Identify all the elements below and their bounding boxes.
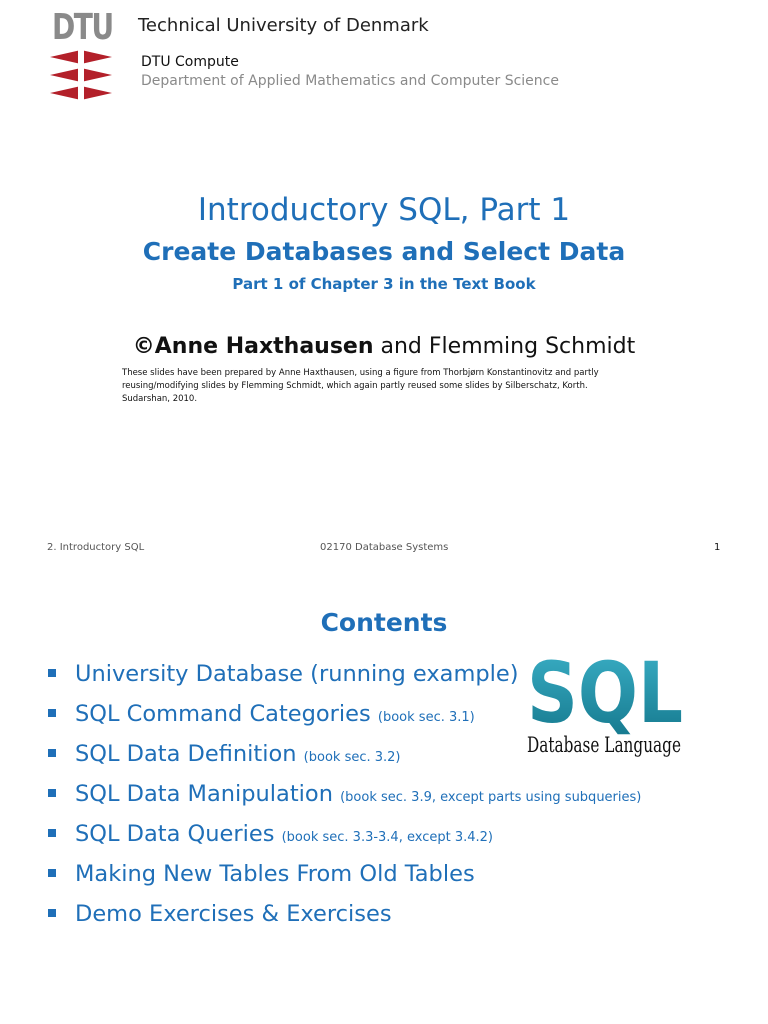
list-item [47, 814, 641, 854]
secondary-authors: and Flemming Schmidt [373, 334, 636, 359]
item-label: SQL Data Manipulation [75, 781, 341, 807]
item-note: (book sec. 3.9, except parts using subqueries) [340, 790, 642, 805]
bullet-square-icon [48, 669, 56, 677]
bullet-square-icon [48, 709, 56, 717]
item-label: University Database (running example) [75, 661, 519, 687]
bullet-square-icon [48, 869, 56, 877]
item-label: Making New Tables From Old Tables [75, 861, 475, 887]
dtu-wordmark: DTU [52, 7, 113, 48]
footer-section: 2. Introductory SQL [47, 542, 145, 553]
institution-name: Technical University of Denmark [138, 15, 429, 36]
chapter-note: Part 1 of Chapter 3 in the Text Book [232, 275, 536, 293]
slide-subtitle: Create Databases and Select Data [142, 237, 626, 266]
bullet-square-icon [48, 789, 56, 797]
item-label: SQL Command Categories [75, 701, 378, 727]
dtu-logo-icon [50, 50, 112, 100]
list-item [47, 854, 641, 894]
sql-logo-text: SQL [527, 648, 683, 742]
credits-note: These slides have been prepared by Anne Haxthausen, using a figure from Thorbjørn Konstantinovitz and partly reusing/modifying slides by Flemming Schmidt, which again partly reused some slides by Silberschatz, Korth. Sudarshan, 2010. [122, 368, 599, 404]
item-note: (book sec. 3.1) [377, 710, 475, 725]
copyright-symbol: © [132, 334, 155, 359]
contents-title: Contents [320, 608, 448, 637]
item-label: SQL Data Queries [75, 821, 282, 847]
sql-logo-tagline: Database Language [527, 733, 681, 757]
bullet-square-icon [48, 749, 56, 757]
authors-line [0, 332, 768, 362]
bullet-square-icon [48, 909, 56, 917]
department-name: DTU Compute [141, 54, 239, 70]
item-note: (book sec. 3.2) [303, 750, 401, 765]
sql-logo-icon [524, 648, 686, 758]
list-item [47, 774, 641, 814]
item-label: Demo Exercises & Exercises [75, 901, 392, 927]
footer-page-number: 1 [714, 542, 721, 553]
item-note: (book sec. 3.3-3.4, except 3.4.2) [281, 830, 493, 845]
list-item [47, 894, 641, 934]
slide-title: Introductory SQL, Part 1 [197, 192, 571, 228]
primary-author: Anne Haxthausen [154, 334, 374, 359]
bullet-square-icon [48, 829, 56, 837]
department-full-name: Department of Applied Mathematics and Computer Science [141, 73, 559, 89]
item-label: SQL Data Definition [75, 741, 304, 767]
footer-course: 02170 Database Systems [320, 542, 449, 553]
